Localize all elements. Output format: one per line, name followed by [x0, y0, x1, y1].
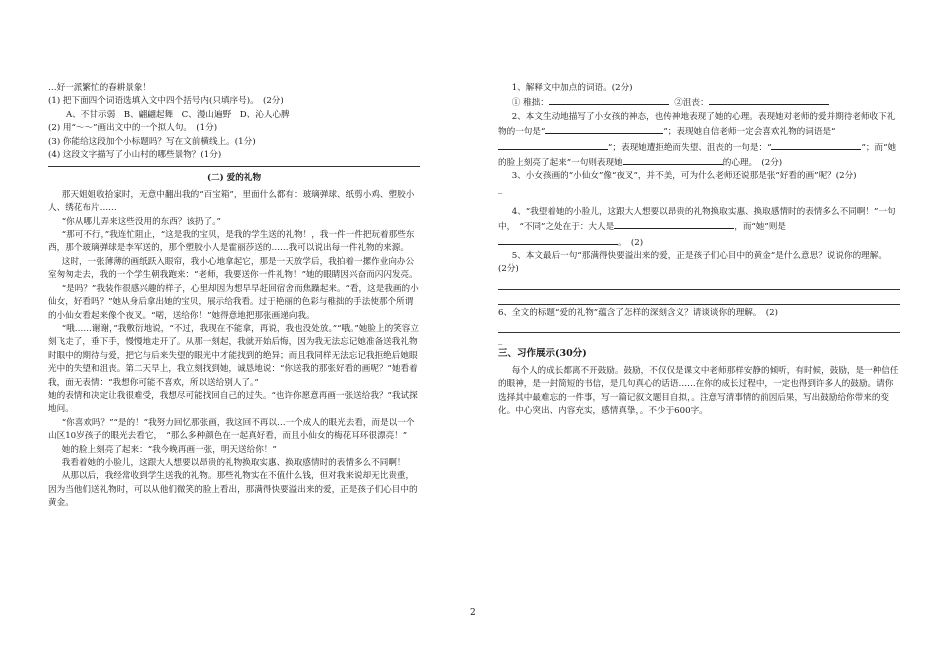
q4-text-a: 4、“我望着她的小脸儿，这跟大人想要以昂贵的礼物换取实惠、换取感情时的表情多么不同啊！”一句中， “不同”之处在于：大人是 — [498, 206, 896, 233]
answer-blank[interactable] — [498, 140, 608, 150]
right-question-1: 1、解释文中加点的词语。(2分) — [511, 83, 633, 93]
right-question-3: 3、小女孩画的“小仙女”像“夜叉”，并不美，可为什么老师还说那是张“好看的画”呢？(2分) — [511, 171, 857, 182]
answer-blank[interactable] — [623, 155, 723, 165]
answer-blank[interactable] — [549, 95, 669, 105]
right-question-2 — [498, 111, 900, 171]
answer-space[interactable]: _ — [498, 336, 503, 347]
q4-text-c: 。 (2) — [618, 237, 644, 248]
q2-text-a: 2、本文生动地描写了小女孩的神态，也传神地表现了她的心理。表现她对老师的爱并期待老师收下礼物的一句是“ — [498, 111, 896, 138]
essay-prompt: 每个人的成长都离不开鼓励。鼓励，不仅仅是课文中老师那样安静的倾听，有时候，鼓励，是一种信任的眼神，是一封简短的书信，是几句真心的话语……在你的成长过程中，一定也得到许多人的鼓励。请你选择其中最难忘的一件事，写一篇记叙文题目自拟，。注意写清事情的前因后果，写出鼓励给你带来的变化。中心突出、内容充实，感情真挚，。不少于600字。 — [498, 365, 899, 416]
q4-text-b: ，而“她”则是 — [734, 222, 786, 233]
passage-title: (二) 爱的礼物 — [206, 173, 262, 184]
answer-space[interactable]: _ — [498, 184, 503, 195]
paragraph: “你喜欢吗？”“是的！”我努力回忆那张画，我这回不再以…一个成人的眼光去看，而是以一个山区10岁孩子的眼光去看它， “那么多种颜色在一起真好看，而且小仙女的梅花耳环很漂亮！” — [48, 417, 415, 442]
paragraph: “那可不行，”我连忙阻止，“这是我的宝贝，是我的学生送的礼物！，我一件一件把玩着那些东西，那个玻璃弹球是李军送的，那个塑胶小人是霍丽莎送的……我可以说出每一件礼物的来源。 — [48, 230, 415, 254]
answer-blank[interactable] — [498, 235, 618, 245]
paragraph: 我看着她的小脸儿，这跟大人想要以昂贵的礼物换取实惠、换取感情时的表情多么不同啊！ — [61, 457, 406, 468]
blank-label-b: ②沮丧： — [674, 98, 709, 109]
blank-label-a: ① 稚拙： — [511, 98, 549, 109]
answer-line[interactable] — [498, 292, 900, 305]
answer-blank[interactable] — [709, 95, 829, 105]
paragraph: 从那以后，我经常收到学生送我的礼物。那些礼物实在不值什么钱，但对我来说却无比贵重，因为当他们送礼物时，可以从他们微笑的脸上看出，那满得快要溢出来的爱，正是孩子们心目中的黄金。 — [48, 471, 418, 509]
right-question-5: 5、本文最后一句“那满得快要溢出来的爱，正是孩子们心目中的黄金”是什么意思？说说你的理解。 (2分) — [498, 251, 892, 275]
q2-text-e: 的心理。 (2分) — [722, 158, 783, 169]
answer-blank[interactable] — [614, 219, 734, 229]
paragraph: 她的表情和决定让我很难受，我想尽可能找回自己的过失。“也许你愿意再画一张送给我？”我试探地问。 — [48, 390, 418, 415]
section-3-title: 三、习作展示(30分) — [498, 348, 587, 360]
paragraph: 这时，一张薄薄的画纸跃入眼帘，我小心地拿起它，那是一天放学后，我拍着一摞作业向办公室匆匆走去，我的一个学生朝我跑来：“老师，我要送你一件礼物！”她的眼睛因兴奋而闪闪发亮。 — [48, 256, 418, 281]
q2-text-b: ”；表现她自信老师一定会喜欢礼物的词语是“ — [663, 127, 836, 138]
paragraph: “哦……谢谢，”我敷衍地说，“不过，我现在不能拿，再说，我也没处放。”“哦。”她脸上的笑容立刻飞走了，垂下手，慢慢地走开了。从那一刻起，我就开始后悔，因为我无法忘记她准备送我礼物时眼中的期待与爱，把它与后来失望的眼光中才能找到的绝异；而且我同样无法忘记我拒绝后她眼光中的失望和沮丧。第二天早上，我立刻找到她，诚恳地说：“你送我的那张好看的画呢？”她看着我，面无表情：“我想你可能不喜欢，所以送给别人了。” — [48, 323, 419, 388]
question-3: (3) 你能给这段加个小标题吗？写在文前横线上。(1分) — [48, 136, 256, 147]
question-1: (1) 把下面四个词语选填入文中四个括号内(只填序号)。 (2分) — [48, 96, 284, 107]
right-question-1-blanks — [498, 95, 900, 110]
paragraph: 那天姐姐收拾家时，无意中翻出我的“百宝箱”，里面什么都有：玻璃弹球、纸剪小鸡、塑胶小人、绣花布片…… — [48, 189, 415, 214]
left-column — [48, 82, 420, 511]
question-4: (4) 这段文字描写了小山村的哪些景物？(1分) — [48, 150, 222, 161]
question-2: (2) 用“～～”画出文中的一个拟人句。 (1分) — [48, 123, 218, 134]
page-number: 2 — [470, 608, 476, 618]
right-column — [498, 82, 900, 418]
divider — [48, 166, 420, 167]
right-question-6: 6、全文的标题“爱的礼物”蕴含了怎样的深刻含义？请谈谈你的理解。 (2) — [498, 307, 778, 318]
paragraph: 她的脸上刻亮了起来：“我今晚再画一张，明天送给你！” — [61, 444, 277, 455]
answer-blank[interactable] — [545, 124, 663, 134]
q2-text-c: ”；表现她遭拒绝而失望、沮丧的一句是：“ — [608, 142, 772, 153]
paragraph: “是吗？”我装作很感兴趣的样子，心里却因为想早早赶回宿舍而焦躁起来。“看，这是我画的小仙女，好看吗？”她从身后拿出她的宝贝，展示给我看。过于艳丽的色彩与稚拙的手法使那个所谓的小仙女看起来像个夜叉。“喏，送给你！”她得意地把那张画递向我。 — [48, 283, 419, 321]
answer-line[interactable] — [498, 320, 900, 333]
paragraph: “你从哪儿弄来这些没用的东西？该扔了。” — [61, 216, 221, 227]
answer-line[interactable] — [498, 277, 900, 290]
intro-line: …好一派繁忙的春耕景象！ — [48, 83, 152, 93]
answer-blank[interactable] — [771, 140, 861, 150]
q2-text-d: ”；而“她的脸上刻亮了起来”一句则表现她 — [498, 142, 897, 169]
question-1-options: A、不甘示弱 B、翩翩起舞 C、漫山遍野 D、沁人心脾 — [66, 109, 290, 120]
right-question-4 — [498, 206, 900, 250]
